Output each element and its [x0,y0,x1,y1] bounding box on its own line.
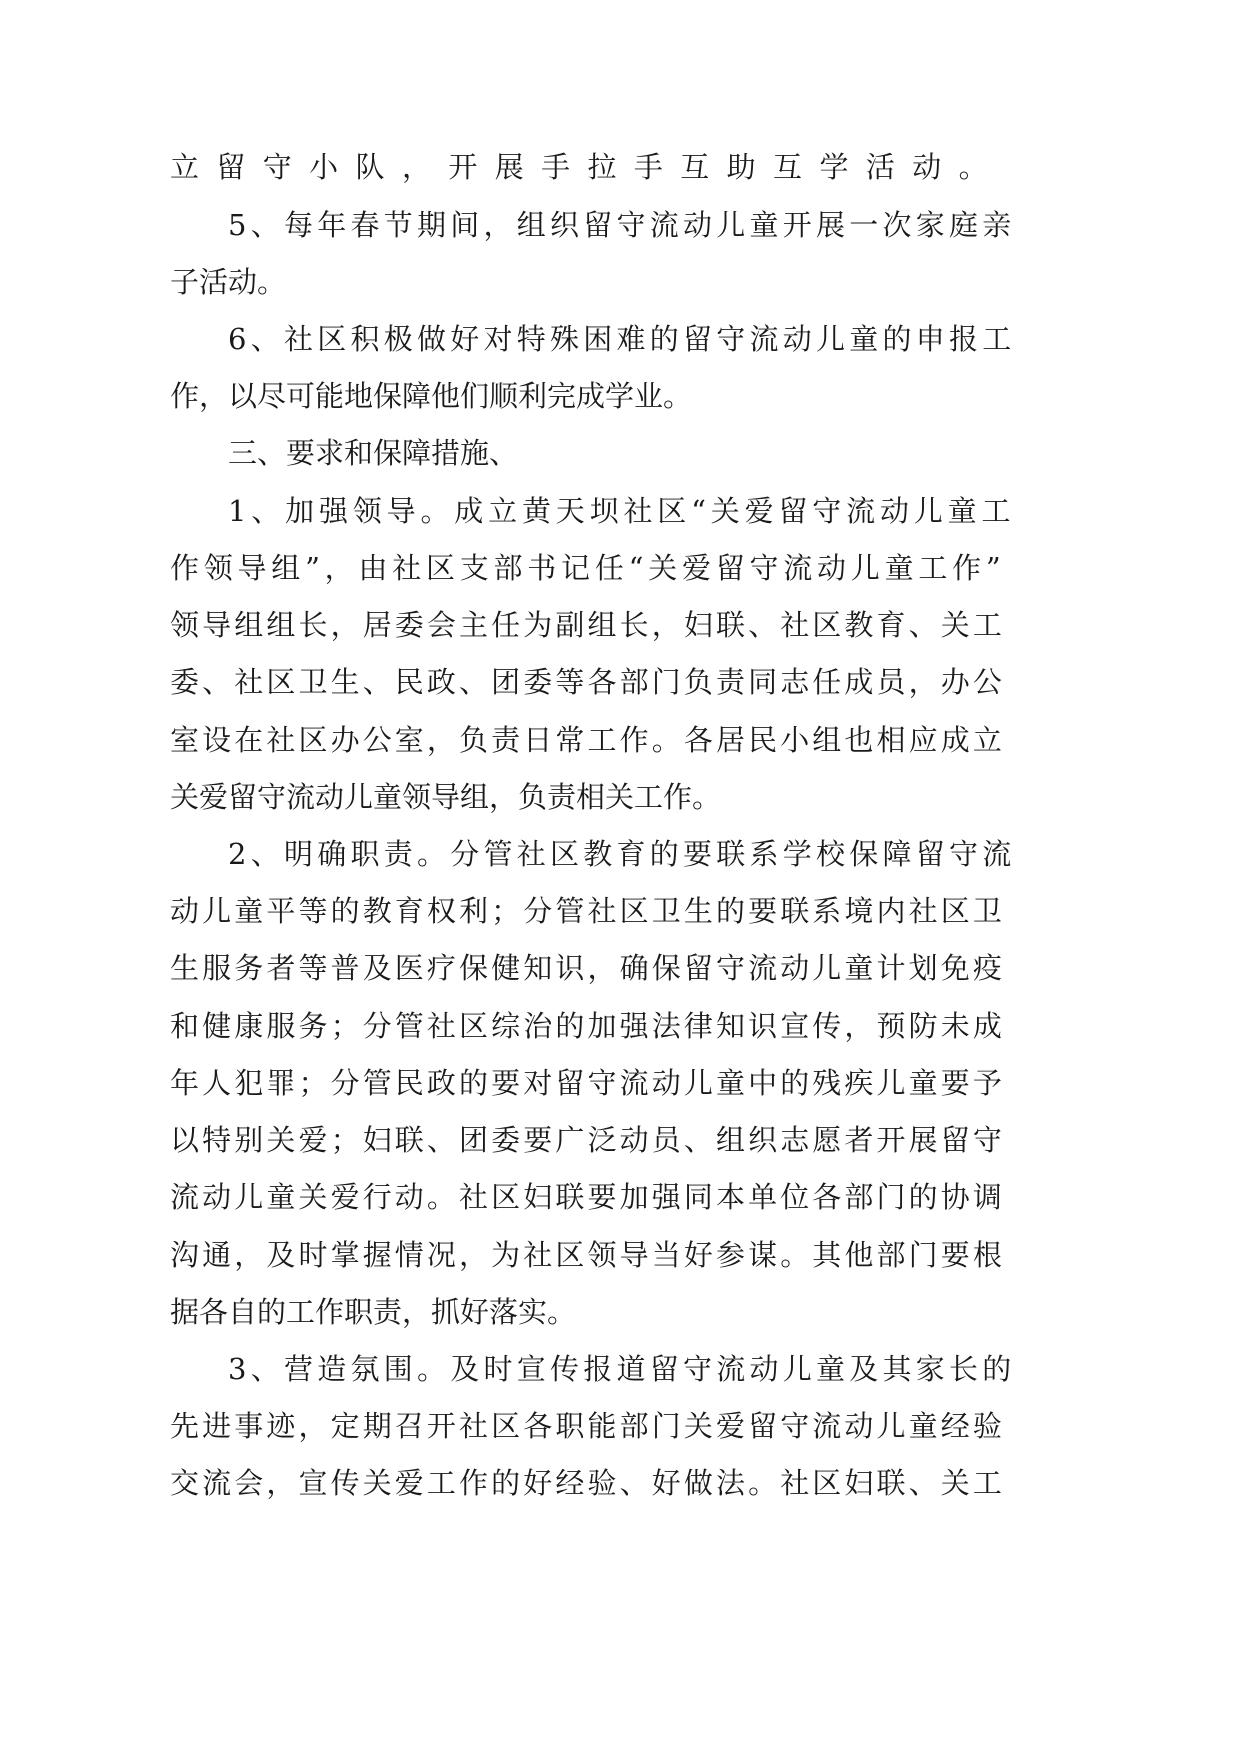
text-line: 5、每年春节期间，组织留守流动儿童开展一次家庭亲 [228,208,1016,242]
text-line: 领导组组长，居委会主任为副组长，妇联、社区教育、关工 [170,608,1006,642]
text-line: 作领导组”，由社区支部书记任“关爱留守流动儿童工作” [170,551,1006,585]
text-line: 交流会，宣传关爱工作的好经验、好做法。社区妇联、关工 [170,1466,1006,1500]
text-line: 生服务者等普及医疗保健知识，确保留守流动儿童计划免疫 [170,951,1006,985]
text-line: 关爱留守流动儿童领导组，负责相关工作。 [170,780,722,814]
text-line: 沟通，及时掌握情况，为社区领导当好参谋。其他部门要根 [170,1238,1006,1272]
text-line: 和健康服务；分管社区综治的加强法律知识宣传，预防未成 [170,1009,1006,1043]
text-line: 3、营造氛围。及时宣传报道留守流动儿童及其家长的 [228,1352,1016,1386]
text-line: 三、要求和保障措施、 [228,436,519,470]
text-line: 委、社区卫生、民政、团委等各部门负责同志任成员，办公 [170,665,1006,699]
text-line: 2、明确职责。分管社区教育的要联系学校保障留守流 [228,837,1016,871]
text-line: 据各自的工作职责，抓好落实。 [170,1295,577,1329]
text-line: 子活动。 [170,265,287,299]
text-line: 以特别关爱；妇联、团委要广泛动员、组织志愿者开展留守 [170,1123,1006,1157]
text-line: 年人犯罪；分管民政的要对留守流动儿童中的残疾儿童要予 [170,1066,1006,1100]
text-line: 室设在社区办公室，负责日常工作。各居民小组也相应成立 [170,723,1006,757]
text-line: 流动儿童关爱行动。社区妇联要加强同本单位各部门的协调 [170,1180,1006,1214]
text-line: 6、社区积极做好对特殊困难的留守流动儿童的申报工 [228,322,1016,356]
text-line: 立留守小队，开展手拉手互助互学活动。 [170,150,1006,184]
text-line: 作，以尽可能地保障他们顺利完成学业。 [170,379,693,413]
text-line: 先进事迹，定期召开社区各职能部门关爱留守流动儿童经验 [170,1409,1006,1443]
text-line: 1、加强领导。成立黄天坝社区“关爱留守流动儿童工 [228,494,1016,528]
text-line: 动儿童平等的教育权利；分管社区卫生的要联系境内社区卫 [170,894,1006,928]
